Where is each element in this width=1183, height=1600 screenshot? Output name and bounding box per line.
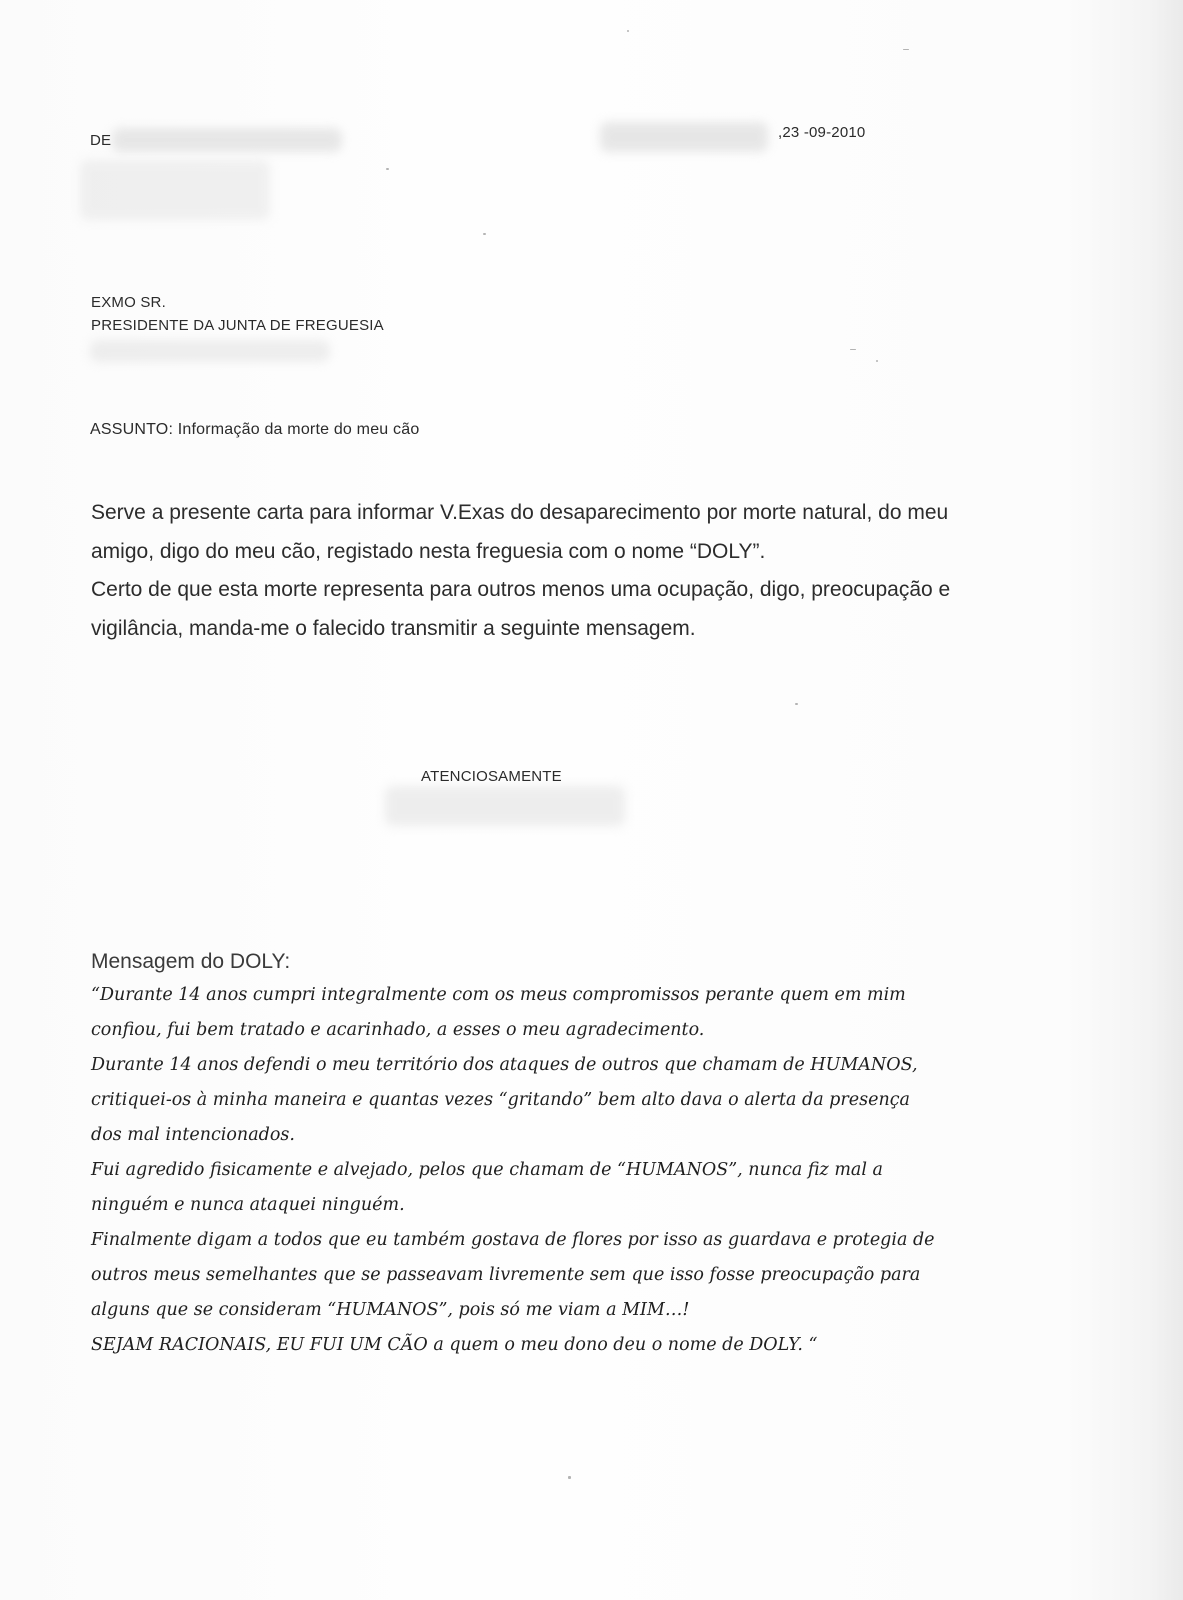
message-paragraph: Durante 14 anos defendi o meu território dos ataques de outros que chamam de HUMANOS, critiquei-os à minha maneira e quantas vezes “gritando” bem alto dava o alerta da presença dos mal intencionados. <box>91 1055 918 1145</box>
letter-body <box>91 494 951 648</box>
subject-line <box>90 421 419 439</box>
scan-speck <box>483 233 486 235</box>
scan-speck <box>903 49 909 50</box>
scan-speck <box>876 360 878 362</box>
message-paragraph: Fui agredido fisicamente e alvejado, pelos que chamam de “HUMANOS”, nunca fiz mal a ninguém e nunca ataquei ninguém. <box>91 1160 883 1215</box>
dog-message <box>91 978 936 1363</box>
redacted-sender-name <box>112 128 342 152</box>
letter-date: ,23 -09-2010 <box>778 124 866 141</box>
message-title: Mensagem do DOLY: <box>91 950 291 973</box>
redacted-signature <box>385 786 625 826</box>
subject-label: ASSUNTO: <box>90 421 174 438</box>
scan-speck <box>386 168 389 170</box>
scan-speck <box>627 30 629 32</box>
signoff: ATENCIOSAMENTE <box>421 768 562 785</box>
redacted-place <box>600 122 768 152</box>
redacted-recipient-place <box>90 340 330 362</box>
body-paragraph: Serve a presente carta para informar V.Exas do desaparecimento por morte natural, do meu amigo, digo do meu cão, registado nesta freguesia com o nome “DOLY”. <box>91 501 949 563</box>
scan-speck <box>850 349 856 350</box>
message-paragraph: Finalmente digam a todos que eu também gostava de flores por isso as guardava e protegia de outros meus semelhantes que se passeavam livremente sem que isso fosse preocupação para alguns que se consideram “HUMANOS”, pois só me viam a MIM…! <box>91 1230 935 1320</box>
message-paragraph: “Durante 14 anos cumpri integralmente com os meus compromissos perante quem em mim confiou, fui bem tratado e acarinhado, a esses o meu agradecimento. <box>91 985 906 1040</box>
scan-speck <box>795 703 798 705</box>
recipient-title: EXMO SR. <box>91 294 166 311</box>
subject-text: Informação da morte do meu cão <box>177 421 420 438</box>
message-paragraph: SEJAM RACIONAIS, EU FUI UM CÃO a quem o meu dono deu o nome de DOLY. “ <box>91 1335 818 1355</box>
recipient-office: PRESIDENTE DA JUNTA DE FREGUESIA <box>91 317 384 334</box>
redacted-sender-address <box>80 160 270 220</box>
from-label: DE <box>90 132 112 149</box>
scan-speck <box>568 1476 571 1479</box>
body-paragraph: Certo de que esta morte representa para outros menos uma ocupação, digo, preocupação e vigilância, manda-me o falecido transmitir a seguinte mensagem. <box>91 578 951 640</box>
